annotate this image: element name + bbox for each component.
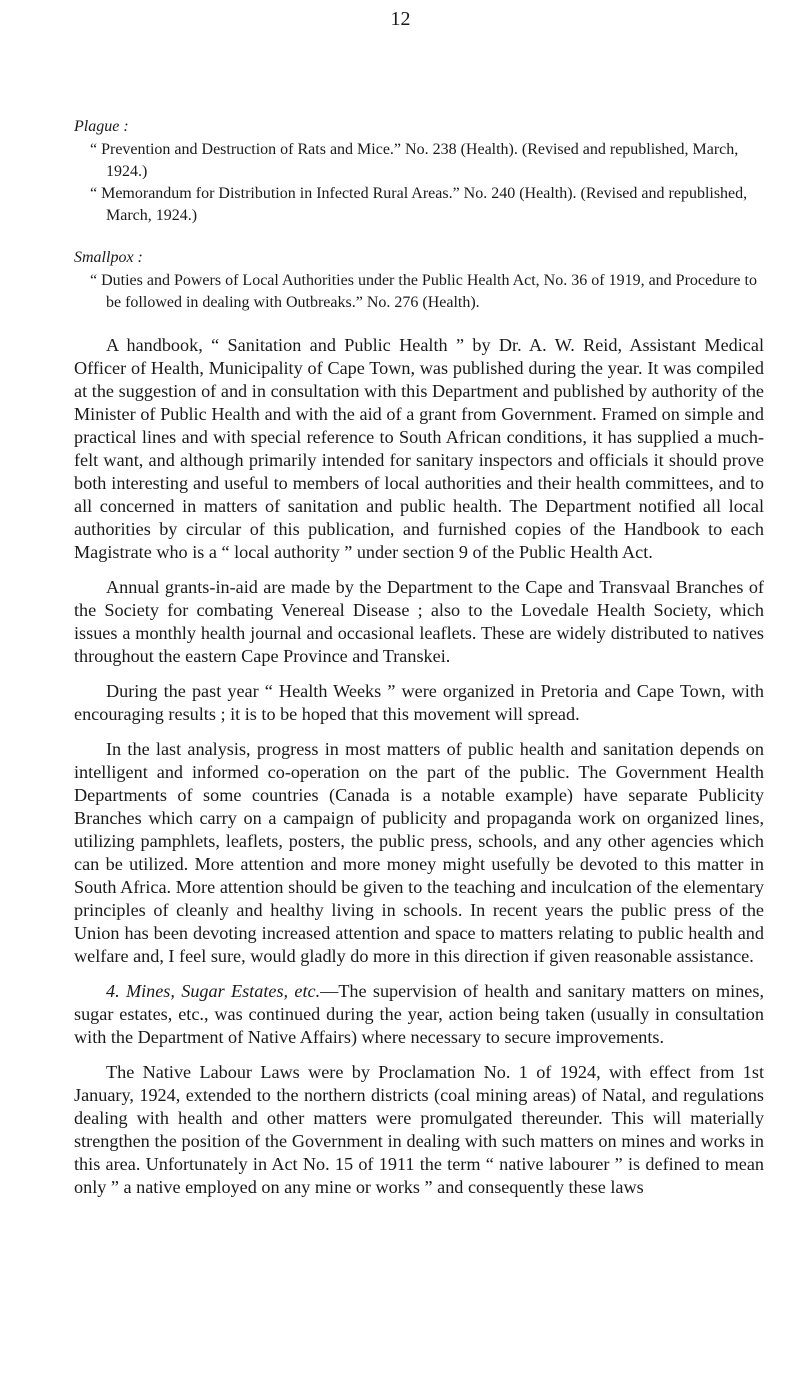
- section-smallpox: [74, 247, 764, 314]
- publication-entry: “ Duties and Powers of Local Authorities under the Public Health Act, No. 36 of 1919, and Procedure to be followed in dealing with Outbreaks.” No. 276 (Health).: [90, 272, 757, 311]
- paragraph-grants: Annual grants-in-aid are made by the Department to the Cape and Transvaal Branches of the Society for combating Venereal Disease ; also to the Lovedale Health Society, which issues a monthly health journal and occasional leaflets. These are widely distributed to natives throughout the eastern Cape Province and Transkei.: [74, 577, 764, 666]
- section-plague: [74, 116, 764, 227]
- paragraph-health-weeks: During the past year “ Health Weeks ” were organized in Pretoria and Cape Town, with encouraging results ; it is to be hoped that this movement will spread.: [74, 681, 764, 724]
- section-heading: Plague :: [74, 118, 129, 135]
- paragraph-publicity: In the last analysis, progress in most matters of public health and sanitation depends on intelligent and informed co-operation on the part of the public. The Government Health Departments of some countries (Canada is a notable example) have separate Publicity Branches which carry on a campaign of publicity and propaganda work on organized lines, utilizing pamphlets, leaflets, posters, the public press, schools, and any other agencies which can be utilized. More attention and more money might usefully be devoted to this matter in South Africa. More attention should be given to the teaching and inculcation of the elementary principles of cleanly and healthy living in schools. In recent years the public press of the Union has been devoting increased attention and space to matters relating to public health and welfare and, I feel sure, would gladly do more in this direction if given reasonable assistance.: [74, 739, 764, 966]
- page-body: [74, 116, 764, 1211]
- paragraph-lead: 4. Mines, Sugar Estates, etc.: [106, 981, 321, 1001]
- paragraph-native-labour: The Native Labour Laws were by Proclamation No. 1 of 1924, with effect from 1st January, 1924, extended to the northern districts (coal mining areas) of Natal, and regulations dealing with health and other matters were promulgated thereunder. This will materially strengthen the position of the Government in dealing with such matters on mines and works in this area. Unfortunately in Act No. 15 of 1911 the term “ native labourer ” is defined to mean only ” a native employed on any mine or works ” and consequently these laws: [74, 1062, 764, 1197]
- paragraph-text: —The supervision of health and sanitary matters on mines, sugar estates, etc., was continued during the year, action being taken (usually in consultation with the Department of Native Affairs) where necessary to secure improvements.: [74, 981, 764, 1047]
- publication-entry: “ Memorandum for Distribution in Infected Rural Areas.” No. 240 (Health). (Revised and republished, March, 1924.): [90, 185, 748, 224]
- page-number: 12: [390, 8, 411, 30]
- paragraph-handbook: A handbook, “ Sanitation and Public Health ” by Dr. A. W. Reid, Assistant Medical Officer of Health, Municipality of Cape Town, was published during the year. It was compiled at the suggestion of and in consultation with this Department and published by authority of the Minister of Public Health and with the aid of a grant from Government. Framed on simple and practical lines and with special reference to South African conditions, it has supplied a much-felt want, and although primarily intended for sanitary inspectors and officials it should prove both interesting and useful to members of local authorities and their health committees, and to all concerned in matters of sanitation and public health. The Department notified all local authorities by circular of this publication, and furnished copies of the Handbook to each Magistrate who is a “ local authority ” under section 9 of the Public Health Act.: [74, 335, 764, 562]
- publication-entry: “ Prevention and Destruction of Rats and Mice.” No. 238 (Health). (Revised and republished, March, 1924.): [90, 141, 739, 180]
- paragraph-mines: [74, 980, 764, 1049]
- section-heading: Smallpox :: [74, 249, 143, 266]
